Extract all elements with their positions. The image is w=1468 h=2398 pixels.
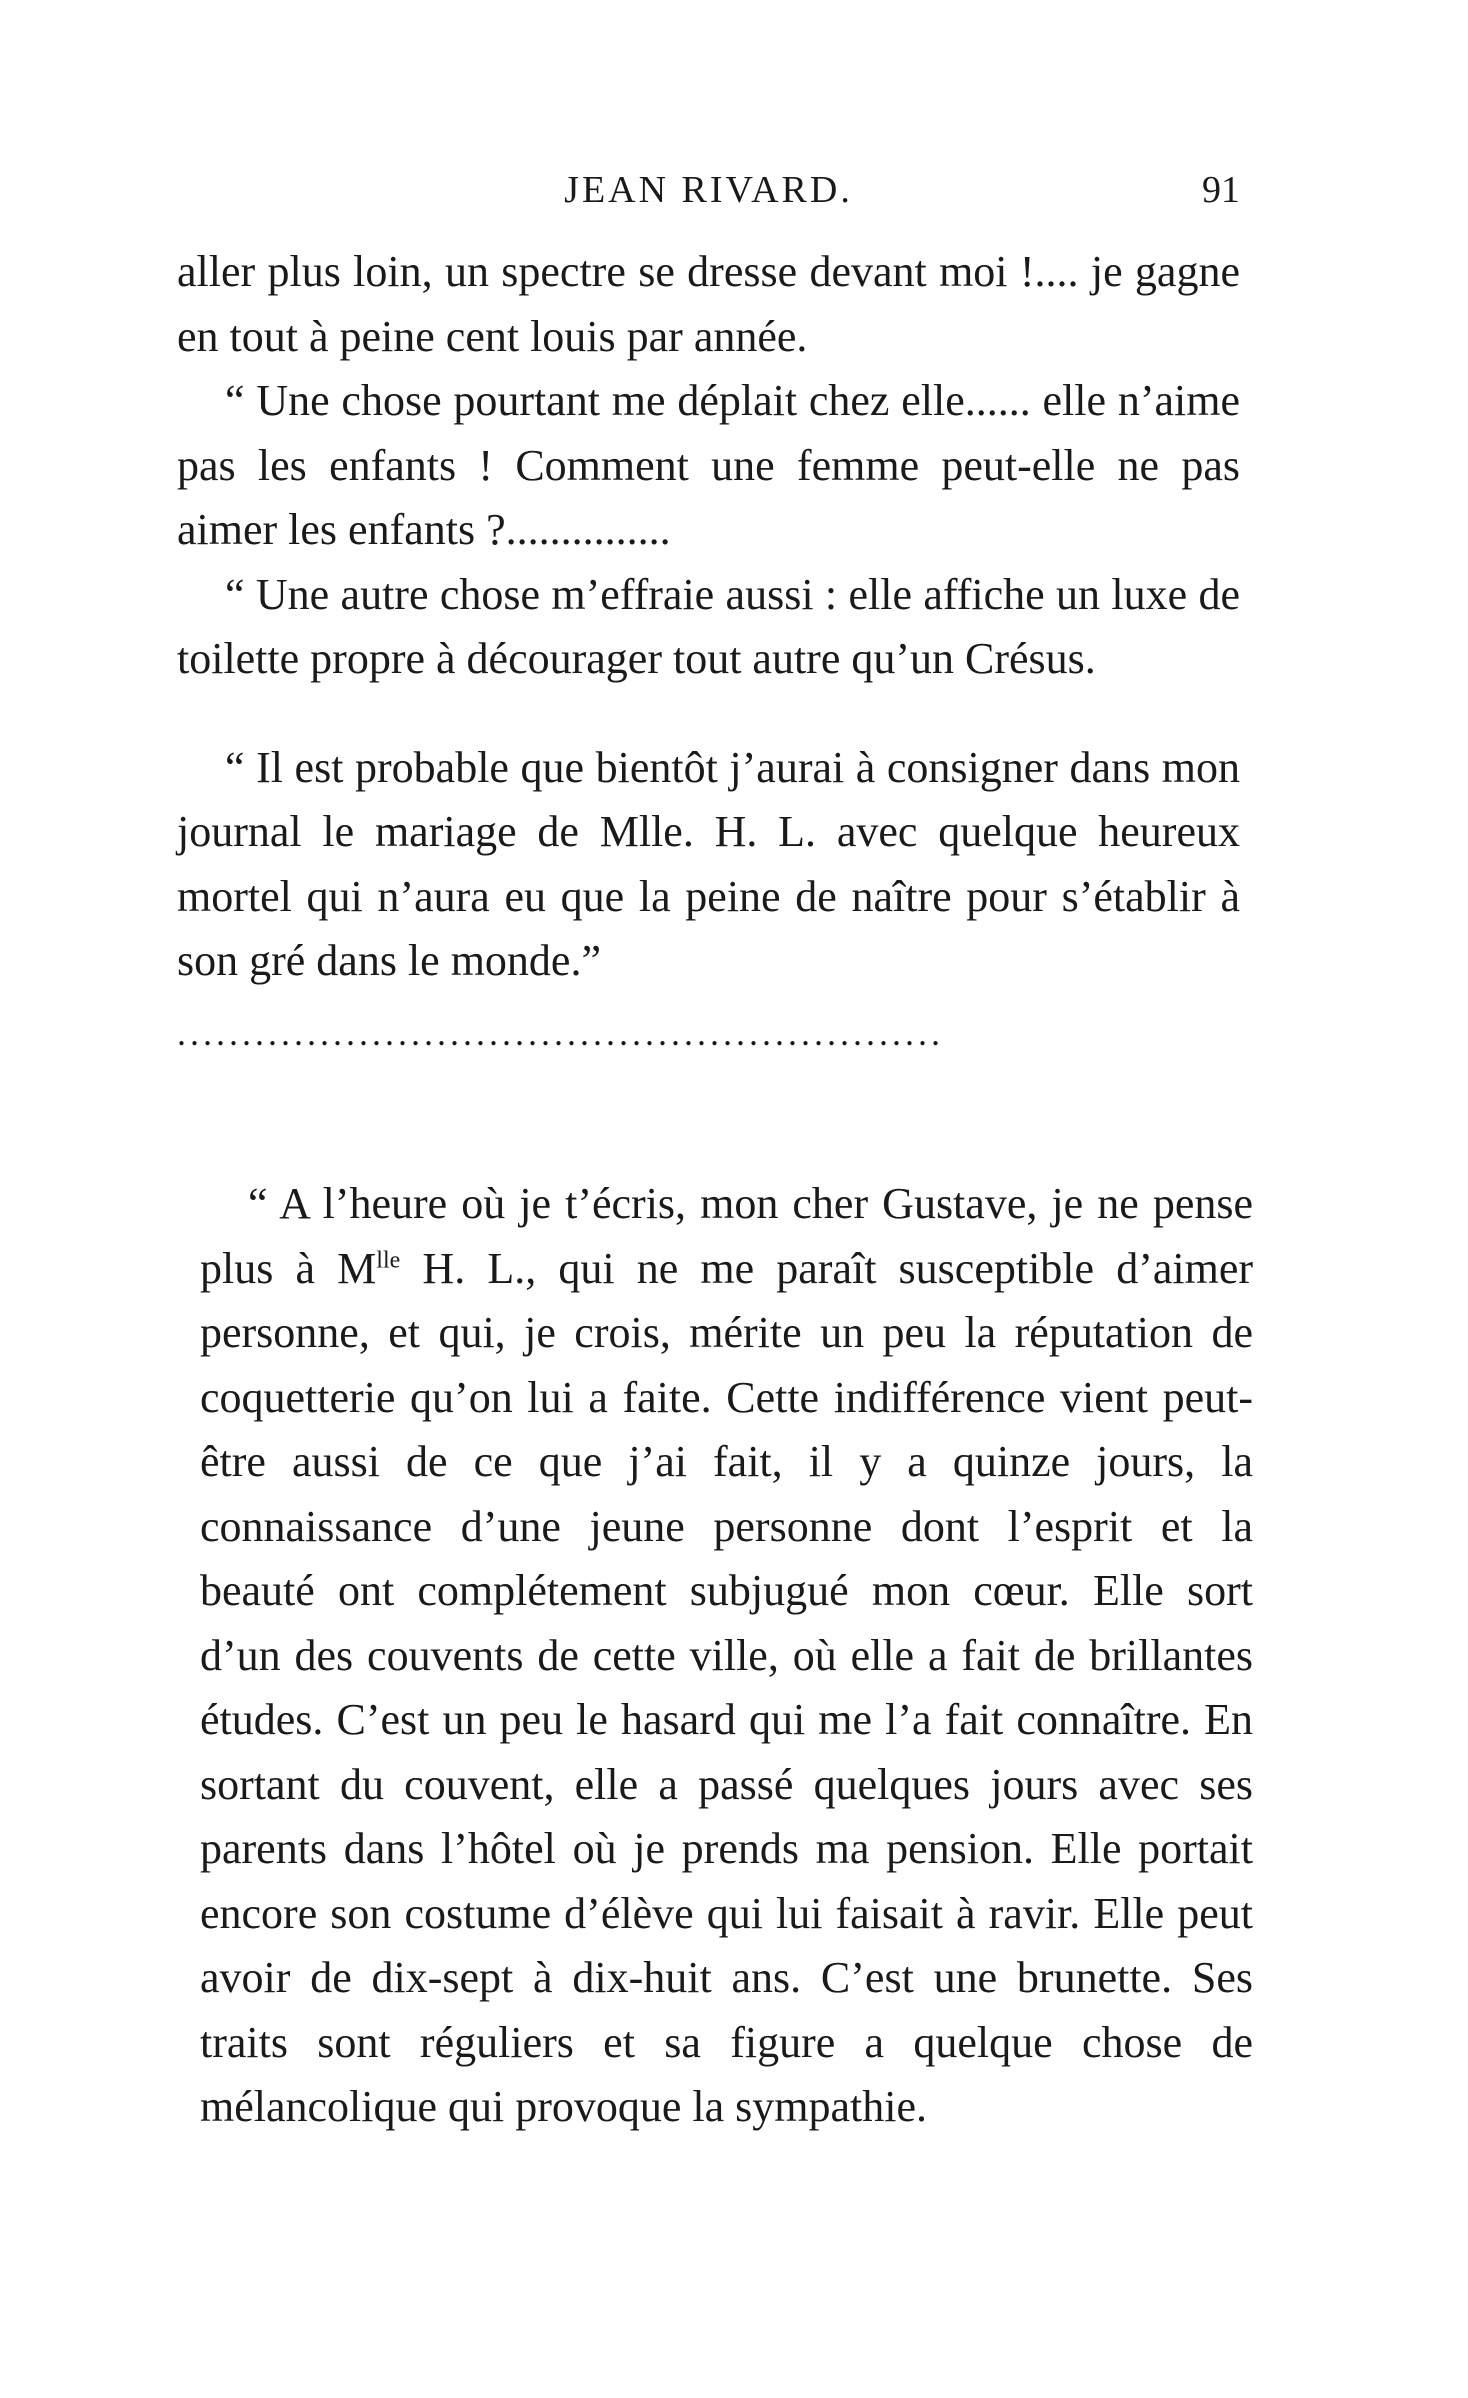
- paragraph-gustave-start: “ A l’heure où je t’écris, mon cher Gustave, je ne pense plus à M: [200, 1179, 1253, 1293]
- paragraph-toilette: “ Une autre chose m’effraie aussi : elle affiche un luxe de toilette propre à décourager tout autre qu’un Crésus.: [177, 569, 1240, 683]
- running-title: JEAN RIVARD.: [564, 169, 853, 211]
- paragraph-mariage: “ Il est probable que bientôt j’aurai à consigner dans mon journal le mariage de Mlle. H. L. avec quelque heureux mortel qui n’aura eu que la peine de naître pour s’établir à son gré dans le monde.”: [177, 742, 1240, 985]
- body-text-bottom: [200, 1172, 1253, 2140]
- paragraph-gustave: [200, 1172, 1253, 2140]
- mademoiselle-superscript: lle: [376, 1246, 401, 1273]
- paragraph-continuation: aller plus loin, un spectre se dresse devant moi !.... je gagne en tout à peine cent louis par année.: [177, 247, 1240, 361]
- paragraph-gap: [177, 692, 1240, 736]
- paragraph-enfants: “ Une chose pourtant me déplait chez elle...... elle n’aime pas les enfants ! Comment une femme peut-elle ne pas aimer les enfants ?...............: [177, 376, 1240, 554]
- body-text-top: [177, 240, 1240, 1058]
- dotted-separator: ...........................................................: [177, 1012, 944, 1053]
- paragraph-gustave-rest: H. L., qui ne me paraît susceptible d’aimer personne, et qui, je crois, mérite un peu la réputation de coquetterie qu’on lui a faite. Cette indifférence vient peut-être aussi de ce que j’ai fait, il y a quinze jours, la connaissance d’une jeune personne dont l’esprit et la beauté ont complétement subjugué mon cœur. Elle sort d’un des couvents de cette ville, où elle a fait de brillantes études. C’est un peu le hasard qui me l’a fait connaître. En sortant du couvent, elle a passé quelques jours avec ses parents dans l’hôtel où je prends ma pension. Elle portait encore son costume d’élève qui lui faisait à ravir. Elle peut avoir de dix-sept à dix-huit ans. C’est une brunette. Ses traits sont réguliers et sa figure a quelque chose de mélancolique qui provoque la sympathie.: [200, 1243, 1254, 2131]
- page-header: [177, 160, 1240, 220]
- page-number: 91: [1202, 169, 1240, 211]
